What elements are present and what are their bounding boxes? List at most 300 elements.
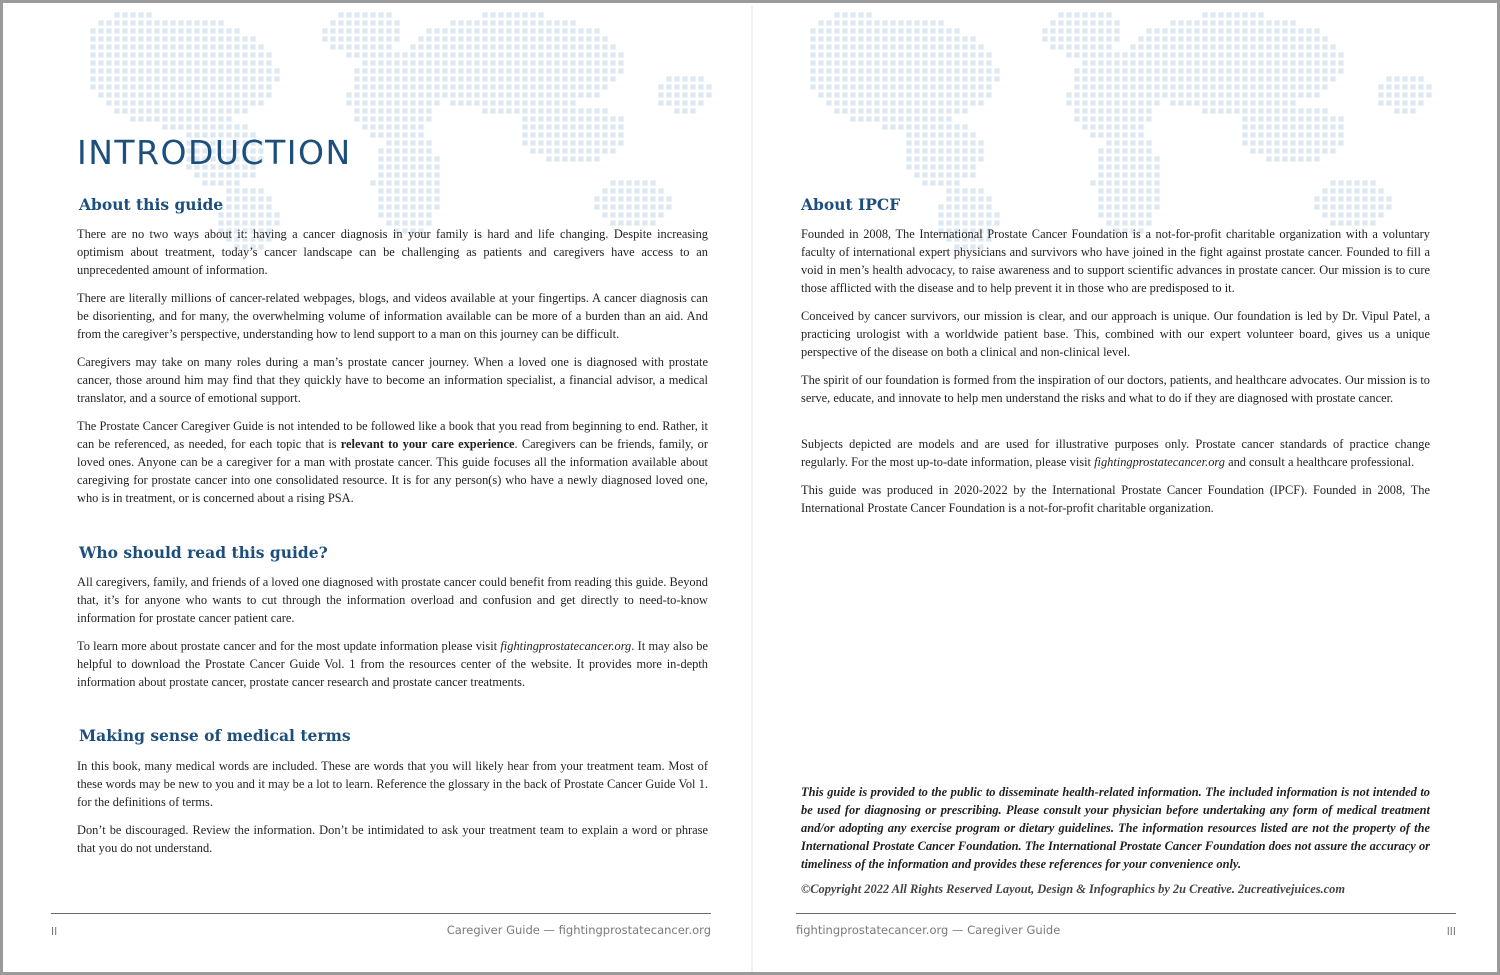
map-dot xyxy=(1178,92,1183,97)
map-dot xyxy=(602,212,607,217)
map-dot xyxy=(1122,172,1127,177)
map-dot xyxy=(914,92,919,97)
map-dot xyxy=(1234,76,1239,81)
map-dot xyxy=(226,172,231,177)
map-dot xyxy=(1298,116,1303,121)
map-dot xyxy=(210,60,215,65)
map-dot xyxy=(218,100,223,105)
map-dot xyxy=(618,132,623,137)
map-dot xyxy=(1082,28,1087,33)
map-dot xyxy=(858,20,863,25)
paragraph-text: Subjects depicted are models and are used for illustrative purposes only. Prostate cancer standards of practice change regularly. For the most up-to-date information, please visit xyxy=(801,437,1430,469)
map-dot xyxy=(1106,108,1111,113)
map-dot xyxy=(114,20,119,25)
map-dot xyxy=(274,68,279,73)
map-dot xyxy=(226,84,231,89)
map-dot xyxy=(538,68,543,73)
map-dot xyxy=(626,212,631,217)
map-dot xyxy=(426,60,431,65)
map-dot xyxy=(986,196,991,201)
map-dot xyxy=(506,44,511,49)
map-dot xyxy=(882,60,887,65)
map-dot xyxy=(1250,12,1255,17)
map-dot xyxy=(250,212,255,217)
map-dot xyxy=(1250,124,1255,129)
map-dot xyxy=(850,108,855,113)
map-dot xyxy=(938,164,943,169)
map-dot xyxy=(578,52,583,57)
map-dot xyxy=(362,44,367,49)
map-dot xyxy=(930,164,935,169)
map-dot xyxy=(202,52,207,57)
map-dot xyxy=(938,68,943,73)
map-dot xyxy=(130,36,135,41)
map-dot xyxy=(498,108,503,113)
map-dot xyxy=(386,156,391,161)
map-dot xyxy=(1298,52,1303,57)
map-dot xyxy=(1130,124,1135,129)
map-dot xyxy=(938,60,943,65)
map-dot xyxy=(834,84,839,89)
map-dot xyxy=(1258,76,1263,81)
map-dot xyxy=(962,76,967,81)
map-dot xyxy=(698,92,703,97)
map-dot xyxy=(1138,108,1143,113)
map-dot xyxy=(938,52,943,57)
map-dot xyxy=(938,132,943,137)
map-dot xyxy=(122,36,127,41)
map-dot xyxy=(954,124,959,129)
map-dot xyxy=(90,60,95,65)
map-dot xyxy=(1306,68,1311,73)
map-dot xyxy=(202,92,207,97)
map-dot xyxy=(1138,180,1143,185)
map-dot xyxy=(202,100,207,105)
map-dot xyxy=(522,52,527,57)
map-dot xyxy=(666,100,671,105)
map-dot xyxy=(154,116,159,121)
map-dot xyxy=(378,172,383,177)
map-dot xyxy=(1378,84,1383,89)
map-dot xyxy=(978,196,983,201)
map-dot xyxy=(186,52,191,57)
map-dot xyxy=(1306,132,1311,137)
map-dot xyxy=(1090,44,1095,49)
map-dot xyxy=(130,60,135,65)
map-dot xyxy=(978,60,983,65)
map-dot xyxy=(338,12,343,17)
map-dot xyxy=(1210,60,1215,65)
map-dot xyxy=(1122,76,1127,81)
map-dot xyxy=(410,196,415,201)
map-dot xyxy=(1346,180,1351,185)
map-dot xyxy=(1258,28,1263,33)
map-dot xyxy=(122,108,127,113)
map-dot xyxy=(474,20,479,25)
map-dot xyxy=(1250,52,1255,57)
map-dot xyxy=(1098,52,1103,57)
map-dot xyxy=(618,204,623,209)
map-dot xyxy=(954,28,959,33)
map-dot xyxy=(1154,100,1159,105)
map-dot xyxy=(826,20,831,25)
map-dot xyxy=(426,100,431,105)
map-dot xyxy=(1218,100,1223,105)
map-dot xyxy=(530,76,535,81)
map-dot xyxy=(170,60,175,65)
map-dot xyxy=(1290,68,1295,73)
map-dot xyxy=(546,52,551,57)
map-dot xyxy=(330,20,335,25)
map-dot xyxy=(578,124,583,129)
map-dot xyxy=(874,36,879,41)
map-dot xyxy=(250,204,255,209)
map-dot xyxy=(1138,92,1143,97)
map-dot xyxy=(1066,28,1071,33)
map-dot xyxy=(1122,156,1127,161)
map-dot xyxy=(226,76,231,81)
map-dot xyxy=(906,20,911,25)
map-dot xyxy=(1130,132,1135,137)
map-dot xyxy=(634,196,639,201)
map-dot xyxy=(930,108,935,113)
map-dot xyxy=(1090,20,1095,25)
map-dot xyxy=(930,68,935,73)
map-dot xyxy=(234,60,239,65)
map-dot xyxy=(1394,76,1399,81)
map-dot xyxy=(650,204,655,209)
map-dot xyxy=(1186,52,1191,57)
map-dot xyxy=(386,12,391,17)
map-dot xyxy=(890,52,895,57)
map-dot xyxy=(930,148,935,153)
map-dot xyxy=(514,68,519,73)
map-dot xyxy=(1266,60,1271,65)
map-dot xyxy=(258,44,263,49)
map-dot xyxy=(178,20,183,25)
map-dot xyxy=(562,84,567,89)
map-dot xyxy=(1306,140,1311,145)
map-dot xyxy=(1234,92,1239,97)
map-dot xyxy=(1282,20,1287,25)
map-dot xyxy=(1298,140,1303,145)
map-dot xyxy=(1098,180,1103,185)
map-dot xyxy=(482,36,487,41)
map-dot xyxy=(834,36,839,41)
map-dot xyxy=(450,60,455,65)
map-dot xyxy=(954,68,959,73)
map-dot xyxy=(378,36,383,41)
map-dot xyxy=(1282,140,1287,145)
map-dot xyxy=(546,76,551,81)
map-dot xyxy=(954,196,959,201)
map-dot xyxy=(922,36,927,41)
map-dot xyxy=(578,108,583,113)
map-dot xyxy=(1130,100,1135,105)
map-dot xyxy=(954,100,959,105)
map-dot xyxy=(874,76,879,81)
map-dot xyxy=(1298,132,1303,137)
map-dot xyxy=(266,84,271,89)
map-dot xyxy=(1386,76,1391,81)
map-dot xyxy=(1274,156,1279,161)
map-dot xyxy=(554,156,559,161)
map-dot xyxy=(418,196,423,201)
map-dot xyxy=(394,148,399,153)
map-dot xyxy=(914,60,919,65)
map-dot xyxy=(570,52,575,57)
map-dot xyxy=(570,60,575,65)
map-dot xyxy=(154,68,159,73)
map-dot xyxy=(1122,196,1127,201)
map-dot xyxy=(434,196,439,201)
map-dot xyxy=(1090,52,1095,57)
map-dot xyxy=(490,92,495,97)
map-dot xyxy=(1282,52,1287,57)
map-dot xyxy=(482,68,487,73)
map-dot xyxy=(930,20,935,25)
map-dot xyxy=(690,92,695,97)
map-dot xyxy=(234,212,239,217)
map-dot xyxy=(234,52,239,57)
map-dot xyxy=(698,84,703,89)
map-dot xyxy=(1090,100,1095,105)
map-dot xyxy=(418,212,423,217)
map-dot xyxy=(570,116,575,121)
map-dot xyxy=(114,44,119,49)
map-dot xyxy=(554,52,559,57)
map-dot xyxy=(258,52,263,57)
map-dot xyxy=(954,212,959,217)
paragraph: Don’t be discouraged. Review the information. Don’t be intimidated to ask your treatment team to explain a word or phrase that you do not understand. xyxy=(77,823,708,855)
map-dot xyxy=(1106,132,1111,137)
map-dot xyxy=(946,188,951,193)
map-dot xyxy=(946,148,951,153)
map-dot xyxy=(218,180,223,185)
map-dot xyxy=(946,204,951,209)
website-link[interactable]: fightingprostatecancer.org xyxy=(1094,455,1225,469)
map-dot xyxy=(1098,12,1103,17)
map-dot xyxy=(122,92,127,97)
map-dot xyxy=(1162,92,1167,97)
map-dot xyxy=(506,76,511,81)
map-dot xyxy=(490,68,495,73)
map-dot xyxy=(146,52,151,57)
map-dot xyxy=(874,20,879,25)
map-dot xyxy=(834,108,839,113)
map-dot xyxy=(602,148,607,153)
map-dot xyxy=(394,92,399,97)
map-dot xyxy=(1146,68,1151,73)
map-dot xyxy=(426,212,431,217)
map-dot xyxy=(266,76,271,81)
map-dot xyxy=(1338,60,1343,65)
map-dot xyxy=(1322,44,1327,49)
map-dot xyxy=(1226,60,1231,65)
map-dot xyxy=(370,20,375,25)
map-dot xyxy=(442,36,447,41)
map-dot xyxy=(570,44,575,49)
map-dot xyxy=(146,60,151,65)
map-dot xyxy=(906,60,911,65)
map-dot xyxy=(1346,196,1351,201)
map-dot xyxy=(930,180,935,185)
map-dot xyxy=(514,76,519,81)
map-dot xyxy=(482,12,487,17)
map-dot xyxy=(530,68,535,73)
map-dot xyxy=(874,92,879,97)
map-dot xyxy=(538,100,543,105)
map-dot xyxy=(1122,60,1127,65)
map-dot xyxy=(1354,196,1359,201)
map-dot xyxy=(922,92,927,97)
map-dot xyxy=(378,52,383,57)
map-dot xyxy=(226,28,231,33)
map-dot xyxy=(1274,124,1279,129)
map-dot xyxy=(162,100,167,105)
map-dot xyxy=(906,76,911,81)
map-dot xyxy=(1274,132,1279,137)
map-dot xyxy=(130,28,135,33)
map-dot xyxy=(1194,52,1199,57)
map-dot xyxy=(530,148,535,153)
map-dot xyxy=(450,84,455,89)
map-dot xyxy=(546,156,551,161)
map-dot xyxy=(1258,92,1263,97)
map-dot xyxy=(818,44,823,49)
map-dot xyxy=(874,68,879,73)
map-dot xyxy=(562,20,567,25)
map-dot xyxy=(602,52,607,57)
map-dot xyxy=(602,132,607,137)
map-dot xyxy=(842,28,847,33)
map-dot xyxy=(874,116,879,121)
map-dot xyxy=(834,52,839,57)
map-dot xyxy=(98,76,103,81)
map-dot xyxy=(1122,132,1127,137)
map-dot xyxy=(522,132,527,137)
map-dot xyxy=(90,28,95,33)
map-dot xyxy=(162,20,167,25)
map-dot xyxy=(1098,68,1103,73)
map-dot xyxy=(498,36,503,41)
map-dot xyxy=(426,156,431,161)
map-dot xyxy=(954,52,959,57)
map-dot xyxy=(1258,140,1263,145)
map-dot xyxy=(1274,52,1279,57)
map-dot xyxy=(970,76,975,81)
map-dot xyxy=(130,84,135,89)
map-dot xyxy=(250,36,255,41)
map-dot xyxy=(1186,68,1191,73)
map-dot xyxy=(1402,100,1407,105)
map-dot xyxy=(978,140,983,145)
map-dot xyxy=(586,60,591,65)
map-dot xyxy=(1130,76,1135,81)
map-dot xyxy=(970,92,975,97)
map-dot xyxy=(346,28,351,33)
map-dot xyxy=(1330,116,1335,121)
website-link[interactable]: fightingprostatecancer.org xyxy=(500,639,632,653)
map-dot xyxy=(202,76,207,81)
map-dot xyxy=(370,116,375,121)
map-dot xyxy=(650,196,655,201)
map-dot xyxy=(426,52,431,57)
map-dot xyxy=(1130,180,1135,185)
map-dot xyxy=(410,68,415,73)
map-dot xyxy=(1114,100,1119,105)
map-dot xyxy=(482,92,487,97)
map-dot xyxy=(834,92,839,97)
map-dot xyxy=(354,20,359,25)
map-dot xyxy=(1274,76,1279,81)
map-dot xyxy=(114,108,119,113)
map-dot xyxy=(938,92,943,97)
map-dot xyxy=(410,92,415,97)
map-dot xyxy=(218,76,223,81)
map-dot xyxy=(210,108,215,113)
map-dot xyxy=(154,36,159,41)
map-dot xyxy=(890,28,895,33)
map-dot xyxy=(362,52,367,57)
map-dot xyxy=(1314,76,1319,81)
map-dot xyxy=(1226,52,1231,57)
map-dot xyxy=(938,116,943,121)
map-dot xyxy=(458,60,463,65)
map-dot xyxy=(1098,20,1103,25)
map-dot xyxy=(242,196,247,201)
map-dot xyxy=(1106,60,1111,65)
section-heading-who-should-read: Who should read this guide? xyxy=(79,543,328,562)
map-dot xyxy=(1314,132,1319,137)
map-dot xyxy=(1146,196,1151,201)
map-dot xyxy=(362,20,367,25)
map-dot xyxy=(1082,36,1087,41)
map-dot xyxy=(410,84,415,89)
map-dot xyxy=(1106,52,1111,57)
map-dot xyxy=(1410,92,1415,97)
map-dot xyxy=(538,132,543,137)
map-dot xyxy=(250,84,255,89)
map-dot xyxy=(1314,140,1319,145)
map-dot xyxy=(1330,148,1335,153)
map-dot xyxy=(1074,44,1079,49)
map-dot xyxy=(194,84,199,89)
map-dot xyxy=(418,68,423,73)
map-dot xyxy=(114,12,119,17)
map-dot xyxy=(1306,108,1311,113)
map-dot xyxy=(634,188,639,193)
map-dot xyxy=(554,28,559,33)
map-dot xyxy=(170,116,175,121)
map-dot xyxy=(426,108,431,113)
map-dot xyxy=(586,132,591,137)
map-dot xyxy=(1146,164,1151,169)
map-dot xyxy=(114,28,119,33)
map-dot xyxy=(1298,60,1303,65)
map-dot xyxy=(394,180,399,185)
map-dot xyxy=(1274,108,1279,113)
map-dot xyxy=(162,76,167,81)
map-dot xyxy=(378,28,383,33)
map-dot xyxy=(1330,124,1335,129)
map-dot xyxy=(602,60,607,65)
map-dot xyxy=(410,100,415,105)
map-dot xyxy=(1194,20,1199,25)
map-dot xyxy=(194,92,199,97)
map-dot xyxy=(1130,196,1135,201)
map-dot xyxy=(146,116,151,121)
